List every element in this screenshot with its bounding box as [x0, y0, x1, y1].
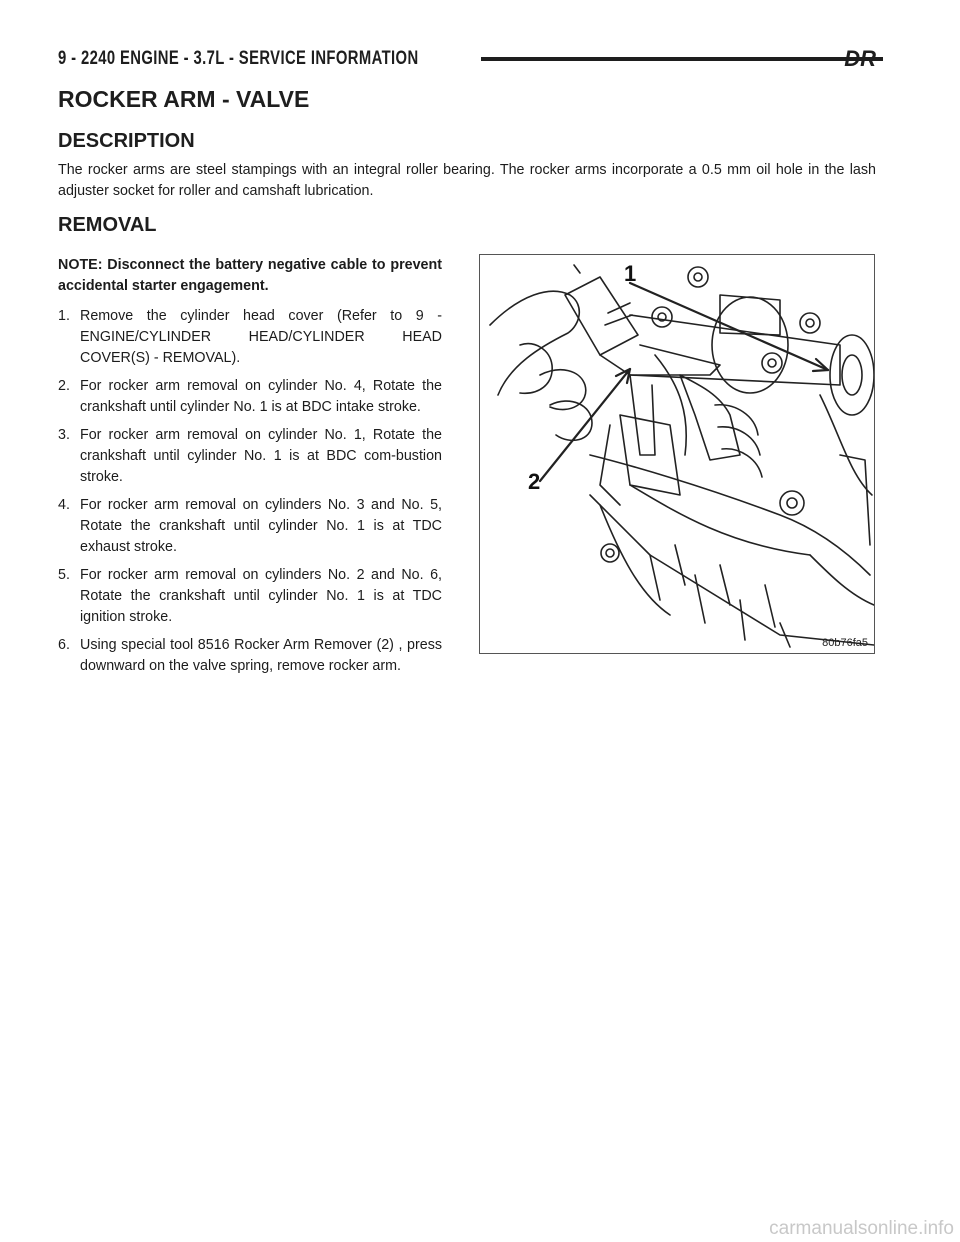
figure-code: 80b76fa5 [822, 637, 868, 649]
step-text: For rocker arm removal on cylinder No. 1, Rotate the crankshaft until cylinder No. 1 is at BDC com-bustion stroke. [80, 427, 442, 485]
removal-heading: REMOVAL [58, 214, 157, 236]
step-number: 5. [58, 567, 70, 583]
watermark: carmanualsonline.info [769, 1218, 954, 1239]
step-number: 3. [58, 427, 70, 443]
step-text: For rocker arm removal on cylinder No. 4, Rotate the crankshaft until cylinder No. 1 is at BDC intake stroke. [80, 378, 442, 415]
header-code: DR [844, 46, 876, 71]
callout-2: 2 [528, 469, 541, 494]
step-text: Using special tool 8516 Rocker Arm Remover (2) , press downward on the valve spring, remove rocker arm. [80, 637, 442, 674]
header-title: 9 - 2240 ENGINE - 3.7L - SERVICE INFORMATION [58, 48, 419, 69]
header-rule [481, 57, 883, 61]
removal-step [58, 495, 442, 558]
step-text: Remove the cylinder head cover (Refer to 9 - ENGINE/CYLINDER HEAD/CYLINDER HEAD COVER(S) - REMOVAL). [80, 308, 442, 366]
description-text: The rocker arms are steel stampings with an integral roller bearing. The rocker arms incorporate a 0.5 mm oil hole in the lash adjuster socket for roller and camshaft lubrication. [58, 162, 876, 199]
step-text: For rocker arm removal on cylinders No. 3 and No. 5, Rotate the crankshaft until cylinder No. 1 is at TDC exhaust stroke. [80, 497, 442, 555]
removal-column [58, 255, 442, 684]
removal-step [58, 565, 442, 628]
step-number: 6. [58, 637, 70, 653]
removal-note: NOTE: Disconnect the battery negative cable to prevent accidental starter engagement. [58, 257, 442, 294]
step-number: 4. [58, 497, 70, 513]
step-text: For rocker arm removal on cylinders No. 2 and No. 6, Rotate the crankshaft until cylinder No. 1 is at TDC ignition stroke. [80, 567, 442, 625]
removal-step [58, 306, 442, 369]
page-title: ROCKER ARM - VALVE [58, 86, 310, 112]
callout-1: 1 [624, 261, 637, 286]
removal-step [58, 376, 442, 418]
step-number: 1. [58, 308, 70, 324]
step-number: 2. [58, 378, 70, 394]
page-header [58, 44, 878, 74]
rocker-arm-removal-figure [479, 254, 875, 654]
description-heading: DESCRIPTION [58, 130, 195, 152]
engine-illustration [480, 255, 874, 653]
removal-step [58, 635, 442, 677]
removal-step [58, 425, 442, 488]
